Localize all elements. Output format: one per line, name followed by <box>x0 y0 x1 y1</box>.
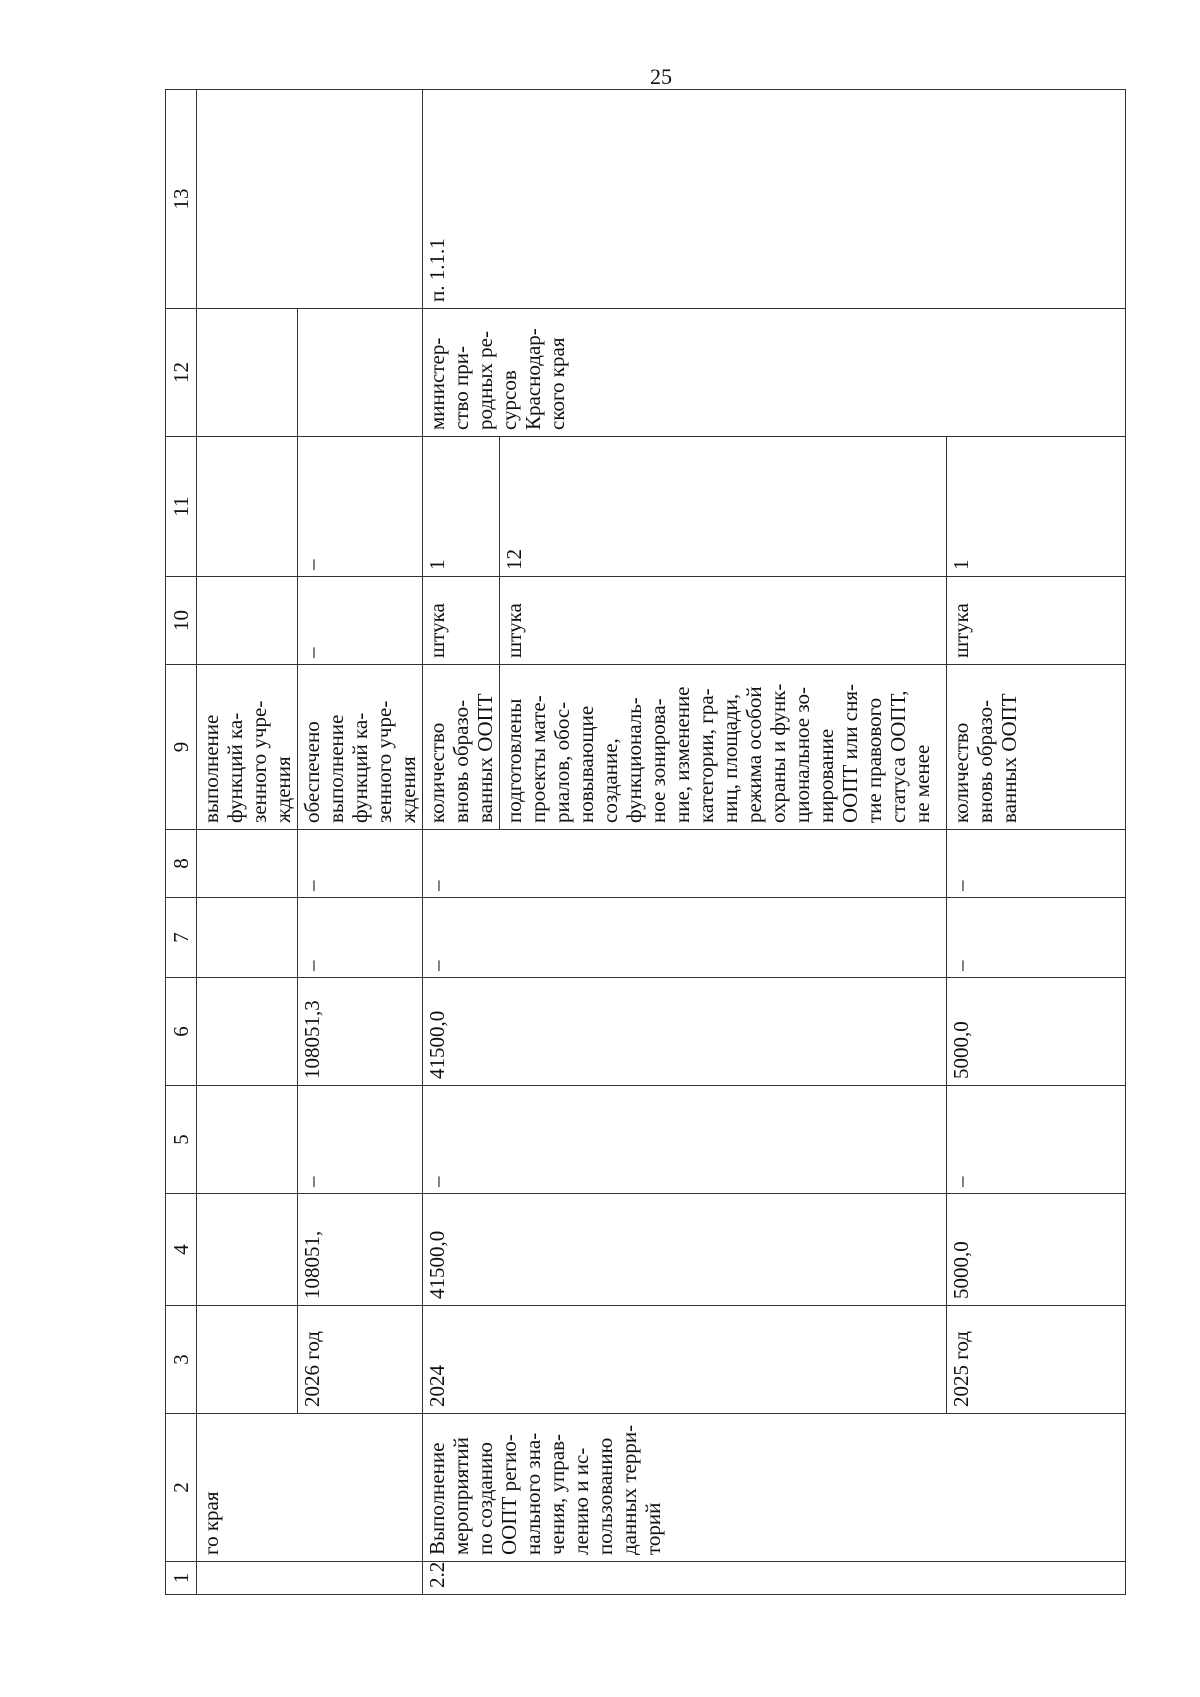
rotated-table-container <box>165 90 1120 1595</box>
value-cell: 1 <box>947 437 1126 577</box>
amount-cell: 5000,0 <box>947 978 1126 1086</box>
indicator-cell: количество вновь образо- ванных ООПТ <box>423 665 500 830</box>
value-cell: 12 <box>500 437 947 577</box>
header-cell: 3 <box>166 1306 197 1414</box>
unit-cell: штука <box>423 577 500 665</box>
amount-cell: – <box>298 830 423 898</box>
header-row <box>166 90 197 1595</box>
executor-cell: министер- ство при- родных ре- сурсов Краснодар- ского края <box>423 309 1126 437</box>
header-cell: 8 <box>166 830 197 898</box>
program-table <box>165 89 1126 1595</box>
indicator-cell: количество вновь образо- ванных ООПТ <box>947 665 1126 830</box>
table-row <box>197 90 298 1595</box>
amount-cell: – <box>947 1086 1126 1194</box>
indicator-cell: подготовлены проекты мате- риалов, обос- новывающие создание, функциональ- ное зонирова- ние, изменение категории, гра- ниц, площади, режима особой охраны и функ- циональное зо- нирование ООПТ или сня- тие правового статуса ООПТ, не менее <box>500 665 947 830</box>
event-name-cell: го края <box>197 1414 423 1562</box>
event-name-cell: Выполнение мероприятий по созданию ООПТ регио- нального зна- чения, управ- лению и ис- пользованию данных терри- торий <box>423 1414 1126 1562</box>
unit-cell: штука <box>500 577 947 665</box>
year-cell: 2026 год <box>298 1306 423 1414</box>
header-cell: 4 <box>166 1194 197 1306</box>
amount-cell: 41500,0 <box>423 978 947 1086</box>
amount-cell: – <box>423 898 947 978</box>
table-row <box>423 90 500 1595</box>
header-cell: 7 <box>166 898 197 978</box>
amount-cell: 41500,0 <box>423 1194 947 1306</box>
header-cell: 11 <box>166 437 197 577</box>
year-cell: 2024 <box>423 1306 947 1414</box>
row-number-cell <box>197 1562 423 1595</box>
header-cell: 2 <box>166 1414 197 1562</box>
year-cell: 2025 год <box>947 1306 1126 1414</box>
header-cell: 13 <box>166 90 197 309</box>
page-number: 25 <box>650 64 672 89</box>
amount-cell: – <box>423 1086 947 1194</box>
header-cell: 5 <box>166 1086 197 1194</box>
amount-cell: – <box>423 830 947 898</box>
header-cell: 12 <box>166 309 197 437</box>
amount-cell: 5000,0 <box>947 1194 1126 1306</box>
header-cell: 6 <box>166 978 197 1086</box>
value-cell: – <box>298 437 423 577</box>
unit-cell: – <box>298 577 423 665</box>
indicator-cell: обеспечено выполнение функций ка- зенного учре- ждения <box>298 665 423 830</box>
unit-cell: штука <box>947 577 1126 665</box>
amount-cell: 108051,3 <box>298 978 423 1086</box>
amount-cell: 108051, <box>298 1194 423 1306</box>
amount-cell: – <box>298 1086 423 1194</box>
indicator-cell: выполнение функций ка- зенного учре- ждения <box>197 665 298 830</box>
header-cell: 9 <box>166 665 197 830</box>
amount-cell: – <box>298 898 423 978</box>
amount-cell: – <box>947 898 1126 978</box>
reference-cell: п. 1.1.1 <box>423 90 1126 309</box>
header-cell: 10 <box>166 577 197 665</box>
value-cell: 1 <box>423 437 500 577</box>
header-cell: 1 <box>166 1562 197 1595</box>
table-row <box>298 90 423 1595</box>
amount-cell: – <box>947 830 1126 898</box>
row-number-cell: 2.2 <box>423 1562 1126 1595</box>
